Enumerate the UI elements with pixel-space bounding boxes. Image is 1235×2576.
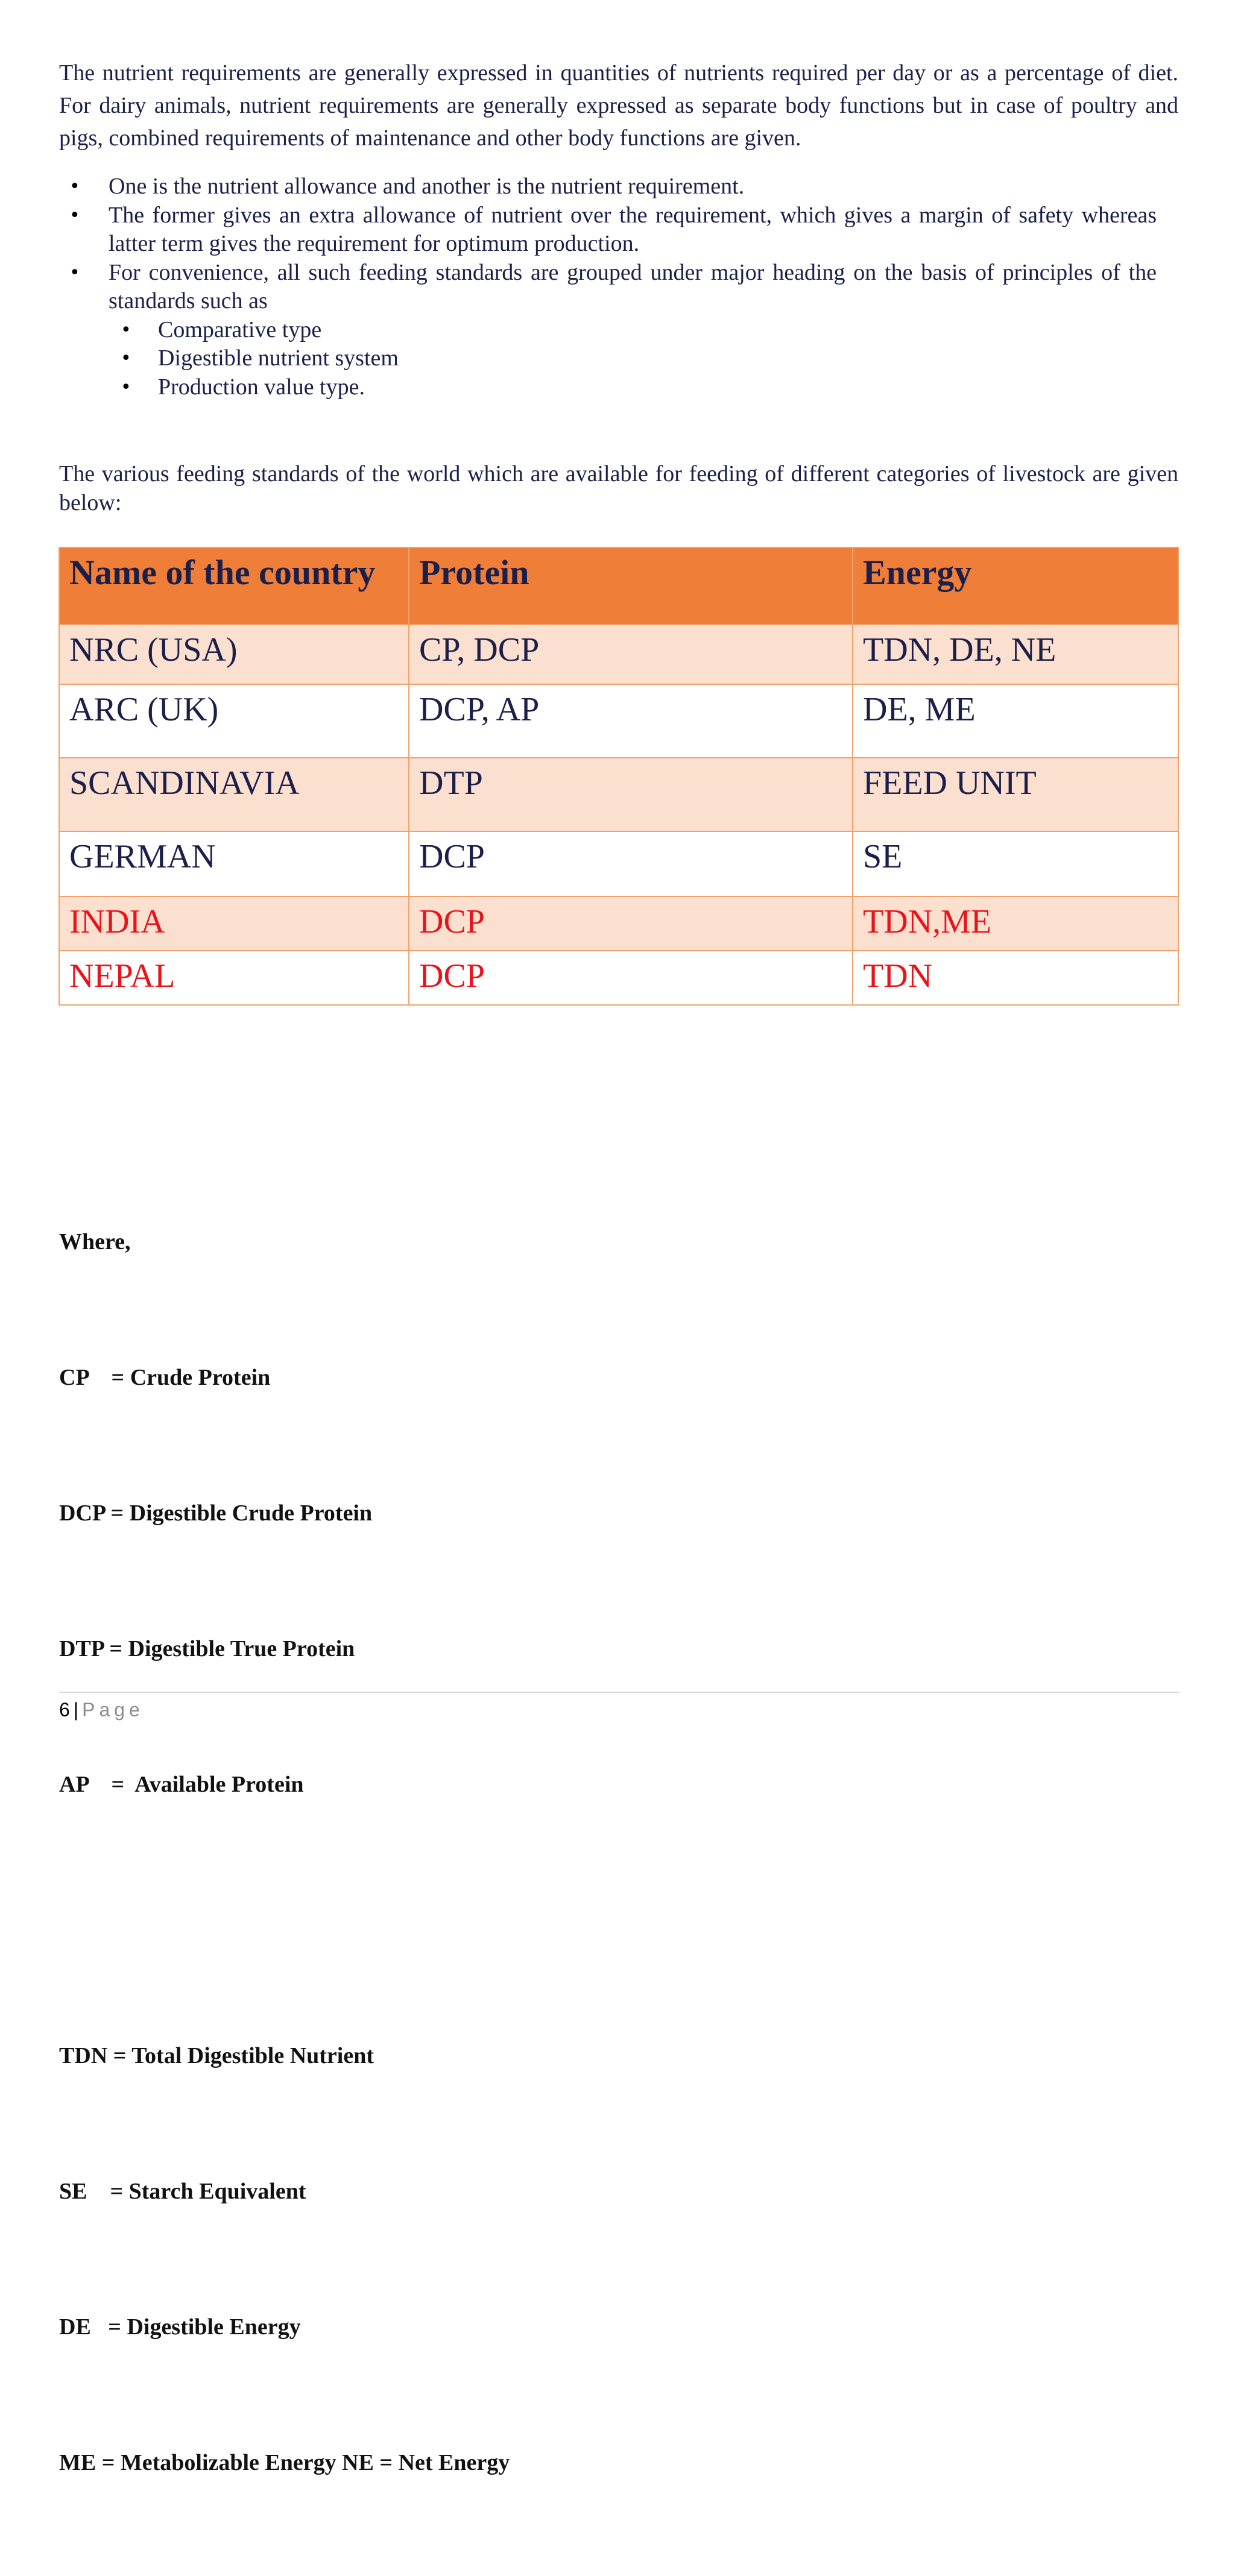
- header-country: Name of the country: [59, 547, 409, 625]
- cell-protein: CP, DCP: [409, 625, 853, 684]
- cell-country: ARC (UK): [59, 684, 409, 758]
- cell-country: GERMAN: [59, 831, 409, 896]
- cell-country: SCANDINAVIA: [59, 758, 409, 831]
- definition-line: CP = Crude Protein: [59, 1365, 271, 1390]
- table-row: [59, 831, 1178, 896]
- cell-energy: FEED UNIT: [853, 758, 1178, 831]
- intro-paragraph: The nutrient requirements are generally expressed in quantities of nutrients required per day or as a percentage of diet. For dairy animals, nutrient requirements are generally expressed as separate body functions but in case of poultry and pigs, combined requirements of maintenance and other body functions are given.: [59, 60, 1178, 151]
- list-item: • The former gives an extra allowance of nutrient over the requirement, which gives a margin of safety whereas latter term gives the requirement for optimum production.: [59, 201, 1157, 259]
- cell-protein: DCP: [409, 951, 853, 1005]
- cell-energy: TDN,ME: [853, 896, 1178, 951]
- sub-list-item: • Comparative type: [109, 316, 1157, 345]
- list-item-text: For convenience, all such feeding standards are grouped under major heading on the basis of principles of the standards such as: [109, 259, 1157, 313]
- page-label: Page: [82, 1699, 144, 1721]
- table-row: [59, 758, 1178, 831]
- page-number: 6: [59, 1699, 70, 1721]
- header-protein: Protein: [409, 547, 853, 625]
- cell-country: NRC (USA): [59, 625, 409, 684]
- definition-line: DCP = Digestible Crude Protein: [59, 1501, 373, 1526]
- table-row: [59, 684, 1178, 758]
- header-energy: Energy: [853, 547, 1178, 625]
- list-item: • One is the nutrient allowance and another is the nutrient requirement.: [59, 172, 1157, 201]
- bullet-list: [59, 172, 1157, 402]
- footer-divider: [59, 1692, 1180, 1693]
- table-row: [59, 951, 1178, 1005]
- definition-line: TDN = Total Digestible Nutrient: [59, 2043, 374, 2068]
- where-label: Where,: [59, 1229, 131, 1255]
- table-row: [59, 625, 1178, 684]
- cell-country: NEPAL: [59, 951, 409, 1005]
- page-footer: [59, 1696, 144, 1723]
- sub-list-item: • Production value type.: [109, 373, 1157, 402]
- abbreviation-definitions: [59, 1129, 510, 2576]
- table-row: [59, 896, 1178, 951]
- cell-country: INDIA: [59, 896, 409, 951]
- cell-energy: SE: [853, 831, 1178, 896]
- standards-intro-paragraph: The various feeding standards of the world which are available for feeding of different categories of livestock are given below:: [59, 461, 1178, 515]
- cell-energy: TDN, DE, NE: [853, 625, 1178, 684]
- list-item: [59, 259, 1157, 402]
- cell-protein: DCP: [409, 831, 853, 896]
- definition-line: DE = Digestible Energy: [59, 2314, 301, 2340]
- table-header-row: [59, 547, 1178, 625]
- definition-line: AP = Available Protein: [59, 1772, 304, 1797]
- sub-list-item: • Digestible nutrient system: [109, 344, 1157, 373]
- footer-separator: |: [73, 1699, 79, 1721]
- definition-line: SE = Starch Equivalent: [59, 2179, 306, 2204]
- cell-energy: DE, ME: [853, 684, 1178, 758]
- definition-line: ME = Metabolizable Energy NE = Net Energy: [59, 2450, 510, 2475]
- cell-protein: DCP, AP: [409, 684, 853, 758]
- sub-bullet-list: [109, 316, 1157, 402]
- feeding-standards-table: [58, 547, 1179, 1006]
- cell-energy: TDN: [853, 951, 1178, 1005]
- cell-protein: DCP: [409, 896, 853, 951]
- cell-protein: DTP: [409, 758, 853, 831]
- definition-line: DTP = Digestible True Protein: [59, 1636, 355, 1661]
